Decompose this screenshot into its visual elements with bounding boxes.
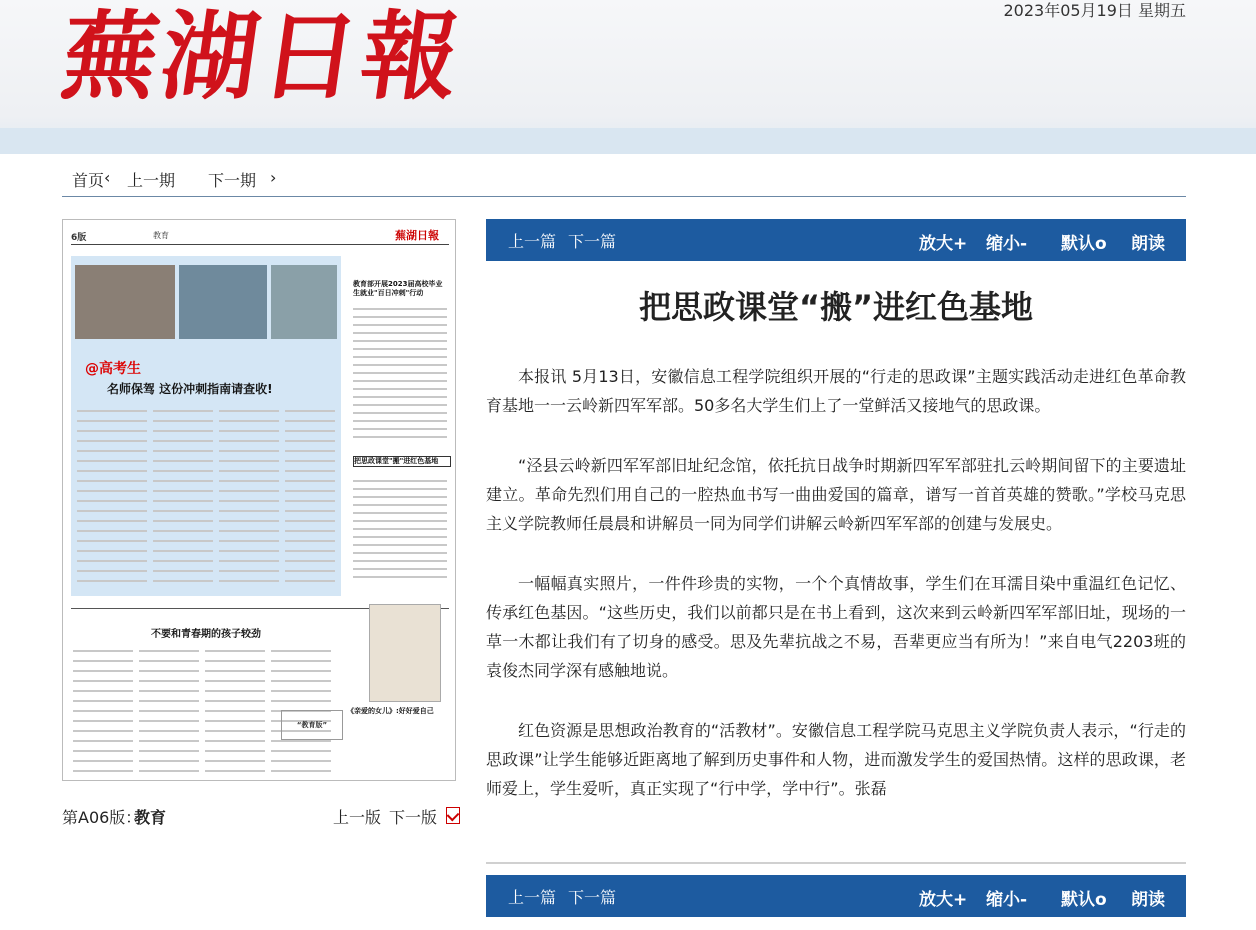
next-article-link[interactable]: 下一篇: [568, 232, 617, 251]
thumb-headline-main: 名师保驾 这份冲刺指南请查收!: [107, 382, 273, 396]
prev-page-link[interactable]: 上一版: [333, 808, 382, 827]
home-link[interactable]: 首页: [72, 171, 105, 190]
read-aloud-button[interactable]: 朗读: [1131, 890, 1165, 910]
next-issue-link[interactable]: 下一期: [208, 171, 257, 190]
default-size-button[interactable]: 默认o: [1061, 890, 1107, 910]
article-paragraph: 本报讯 5月13日，安徽信息工程学院组织开展的“行走的思政课”主题实践活动走进红色革命教育基地一一云岭新四军军部。50多名大学生们上了一堂鲜活又接地气的思政课。: [486, 367, 1186, 415]
page-footer: [62, 805, 464, 829]
thumb-book-title: 《亲爱的女儿》:好好爱自己: [347, 707, 434, 715]
thumb-page-no: 6版: [71, 233, 87, 243]
thumb-bottom-headline: 不要和青春期的孩子较劲: [151, 629, 261, 640]
page-thumbnail[interactable]: [62, 219, 456, 781]
page-label: 第A06版：: [62, 808, 142, 827]
chevron-left-icon[interactable]: ‹: [104, 168, 111, 187]
pdf-icon[interactable]: [446, 807, 460, 824]
article-toolbar-top: [486, 219, 1186, 261]
thumb-right-headline: 教育部开展2023届高校毕业生就业"百日冲刺"行动: [353, 280, 443, 297]
thumb-book-cover: [369, 604, 441, 702]
article-title: 把思政课堂“搬”进红色基地: [638, 288, 1034, 326]
prev-article-link[interactable]: 上一篇: [508, 888, 557, 907]
thumb-logo: 蕪湖日報: [395, 229, 439, 242]
header-band: [0, 128, 1256, 154]
thumb-photo-3: [271, 265, 337, 339]
newspaper-logo: 蕪湖日報: [54, 0, 471, 113]
article-toolbar-bottom: [486, 875, 1186, 917]
default-size-button[interactable]: 默认o: [1061, 234, 1107, 254]
issue-nav: [62, 166, 1186, 197]
zoom-in-button[interactable]: 放大+: [919, 234, 968, 254]
chevron-right-icon[interactable]: ›: [270, 168, 277, 187]
zoom-out-button[interactable]: 缩小-: [986, 890, 1028, 910]
zoom-out-button[interactable]: 缩小-: [986, 234, 1028, 254]
issue-date: 2023年05月19日 星期五: [1003, 1, 1186, 20]
divider: [486, 862, 1186, 864]
zoom-in-button[interactable]: 放大+: [919, 890, 968, 910]
next-page-link[interactable]: 下一版: [389, 808, 438, 827]
prev-article-link[interactable]: 上一篇: [508, 232, 557, 251]
read-aloud-button[interactable]: 朗读: [1131, 234, 1165, 254]
prev-issue-link[interactable]: 上一期: [127, 171, 176, 190]
thumb-box: “教育版”: [281, 710, 343, 740]
header: [0, 0, 1256, 154]
thumb-photo-1: [75, 265, 175, 339]
thumb-section: 教育: [153, 231, 169, 240]
article-paragraph: 红色资源是思想政治教育的“活教材”。安徽信息工程学院马克思主义学院负责人表示，“行走的思政课”让学生能够近距离地了解到历史事件和人物，进而激发学生的爱国热情。这样的思政课，老师爱上，学生爱听，真正实现了“行中学，学中行”。张磊: [486, 721, 1186, 798]
thumb-photo-2: [179, 265, 267, 339]
next-article-link[interactable]: 下一篇: [568, 888, 617, 907]
article-paragraph: 一幅幅真实照片，一件件珍贵的实物，一个个真情故事，学生们在耳濡目染中重温红色记忆、传承红色基因。“这些历史，我们以前都只是在书上看到，这次来到云岭新四军军部旧址，现场的一草一木都让我们有了切身的感受。思及先辈抗战之不易，吾辈更应当有所为！”来自电气2203班的袁俊杰同学深有感触地说。: [486, 574, 1186, 680]
article-paragraph: “泾县云岭新四军军部旧址纪念馆，依托抗日战争时期新四军军部驻扎云岭期间留下的主要遗址建立。革命先烈们用自己的一腔热血书写一曲曲爱国的篇章，谱写一首首英雄的赞歌。”学校马克思主义学院教师任晨晨和讲解员一同为同学们讲解云岭新四军军部的创建与发展史。: [486, 456, 1186, 533]
article-body: [486, 362, 1186, 834]
thumb-headline-small: @高考生: [85, 361, 141, 377]
page-section: 教育: [134, 808, 167, 827]
thumb-article-link[interactable]: 把思政课堂"搬"进红色基地: [353, 456, 451, 467]
